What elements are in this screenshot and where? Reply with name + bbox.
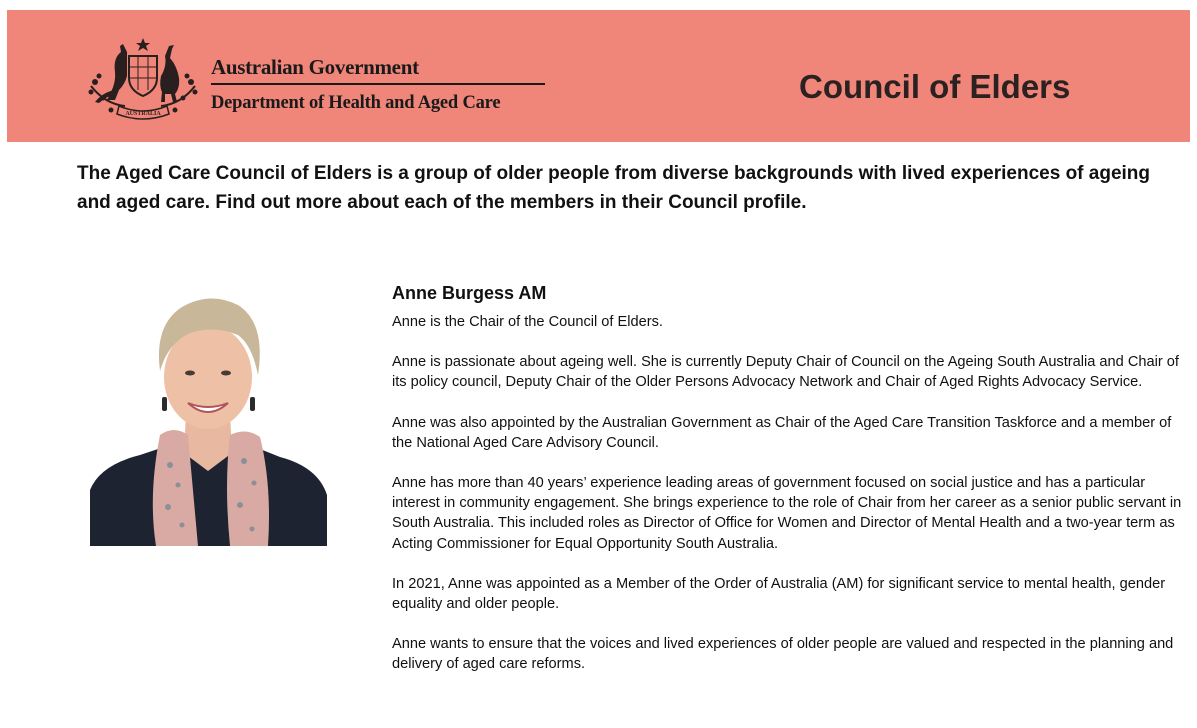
department-name: Department of Health and Aged Care: [211, 93, 501, 113]
crest-scroll-text: AUSTRALIA: [125, 111, 161, 117]
profile-paragraph: Anne has more than 40 years’ experience leading areas of government focused on social justice and has a particular interest in community engagement. She brings experience to the role of Chair from her career as a senior public servant in South Australia. This included roles as Director of Office for Women and Director of Mental Health and a two-year term as Acting Commissioner for Equal Opportunity South Australia.: [392, 475, 1182, 552]
profile-paragraph: Anne wants to ensure that the voices and lived experiences of older people are valued and respected in the planning and delivery of aged care reforms.: [392, 636, 1174, 673]
government-lockup: [211, 54, 546, 115]
coat-of-arms-icon: [85, 36, 201, 120]
profile-photo: [90, 285, 327, 546]
member-name: Anne Burgess AM: [392, 283, 547, 303]
member-profile: [392, 281, 1192, 695]
profile-paragraph: In 2021, Anne was appointed as a Member of the Order of Australia (AM) for significant service to mental health, gender equality and older people.: [392, 575, 1166, 613]
page-title: Council of Elders: [799, 68, 1071, 105]
intro-text: The Aged Care Council of Elders is a group of older people from diverse backgrounds with lived experiences of ageing and aged care. Find out more about each of the members in their Council profile.: [77, 163, 1151, 213]
header-banner: [7, 10, 1190, 142]
profile-paragraph: Anne is the Chair of the Council of Elders.: [392, 314, 663, 330]
profile-paragraph: Anne was also appointed by the Australian Government as Chair of the Aged Care Transition Taskforce and a member of the National Aged Care Advisory Council.: [392, 414, 1172, 451]
government-name: Australian Government: [211, 55, 419, 79]
lockup-divider: [211, 83, 545, 85]
profile-paragraph: Anne is passionate about ageing well. She is currently Deputy Chair of Council on the Ageing South Australia and Chair of its policy council, Deputy Chair of the Older Persons Advocacy Network and Chair of Aged Rights Advocacy Service.: [392, 354, 1179, 391]
